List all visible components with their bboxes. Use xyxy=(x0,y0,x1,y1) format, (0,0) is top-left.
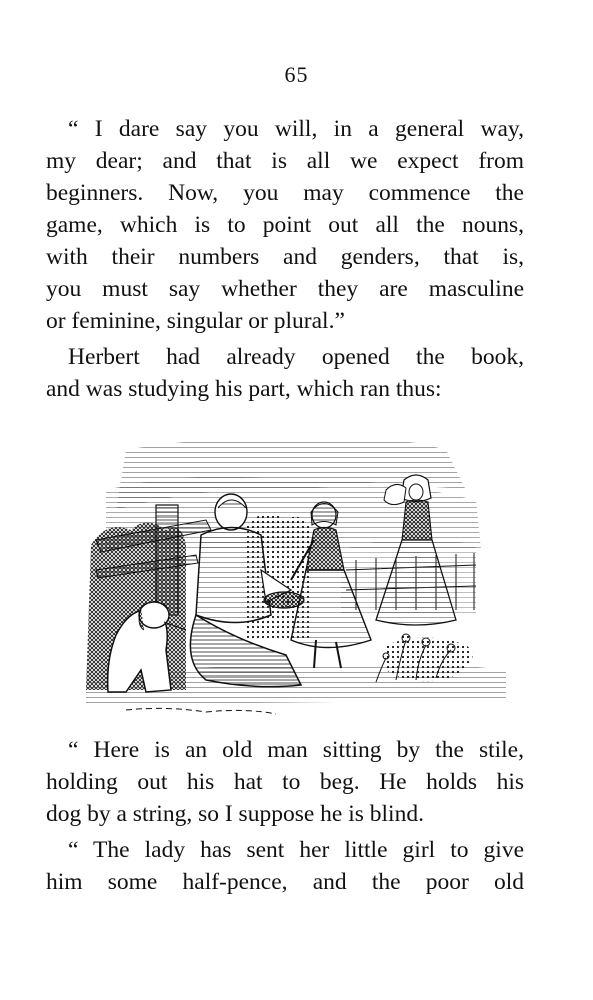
text-line: holding out his hat to beg. He holds his xyxy=(46,769,524,795)
page-number: 65 xyxy=(284,62,309,87)
text-line: him some half-pence, and the poor old xyxy=(46,869,524,895)
text-line: you must say whether they are masculine xyxy=(46,276,524,302)
text-line: beginners. Now, you may commence the xyxy=(46,180,524,206)
text-line: with their numbers and genders, that is, xyxy=(46,244,524,270)
text-line: or feminine, singular or plural.” xyxy=(46,308,345,334)
text-line: my dear; and that is all we expect from xyxy=(46,148,524,174)
text-line: “ The lady has sent her little girl to give xyxy=(68,837,524,863)
text-line: Herbert had already opened the book, xyxy=(68,344,524,370)
text-line: “ Here is an old man sitting by the stile, xyxy=(68,737,524,763)
text-line: and was studying his part, which ran thus: xyxy=(46,376,442,402)
text-line: “ I dare say you will, in a general way, xyxy=(68,116,524,142)
text-line: dog by a string, so I suppose he is blind. xyxy=(46,801,424,827)
text-line: game, which is to point out all the nouns, xyxy=(46,212,524,238)
engraving-illustration xyxy=(86,430,506,725)
